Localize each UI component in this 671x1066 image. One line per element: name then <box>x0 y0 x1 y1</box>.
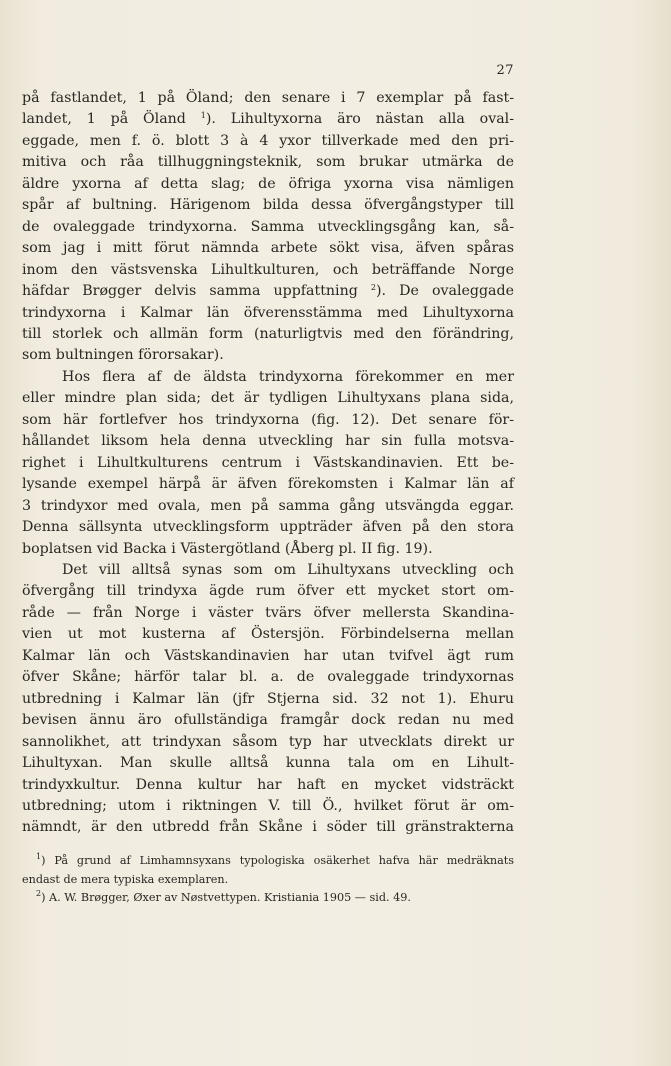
text-line: lysande exempel härpå är äfven förekomsten i Kalmar län af <box>22 476 514 493</box>
text-line: som här fortlefver hos trindyxorna (fig. 12). Det senare för- <box>22 411 514 428</box>
text-line: mitiva och råa tillhuggningsteknik, som brukar utmärka de <box>22 154 514 171</box>
page-number: 27 <box>496 63 514 78</box>
text-line: bevisen ännu äro ofullständiga framgår dock redan nu med <box>22 712 514 729</box>
text-line: boplatsen vid Backa i Västergötland (Åberg pl. II fig. 19). <box>22 540 433 557</box>
footnote-ref: 2 <box>370 283 376 293</box>
text-line: utbredning i Kalmar län (jfr Stjerna sid. 32 not 1). Ehuru <box>22 690 514 707</box>
text-line: sannolikhet, att trindyxan såsom typ har utvecklats direkt ur <box>22 733 514 750</box>
text-line: inom den västsvenska Lihultkulturen, och beträffande Norge <box>22 261 514 278</box>
text-line: som jag i mitt förut nämnda arbete sökt visa, äfven spåras <box>22 240 514 257</box>
text-line: trindyxorna i Kalmar län öfverensstämma med Lihultyxorna <box>22 304 514 321</box>
footnote: $^2$) A. W. Brøgger, Øxer av Nøstvettypen. Kristiania 1905 — sid. 49. <box>36 889 411 904</box>
text-line: eller mindre plan sida; det är tydligen Lihultyxans plana sida, <box>22 390 514 407</box>
text-line: righet i Lihultkulturens centrum i Västskandinavien. Ett be- <box>22 454 514 471</box>
text-line: spår af bultning. Härigenom bilda dessa öfvergångstyper till <box>22 197 514 214</box>
footnote-mark: 2 <box>36 889 42 898</box>
footnotes <box>22 852 514 908</box>
text-line: Hos flera af de äldsta trindyxorna förekommer en mer <box>62 368 514 385</box>
text-line: häfdar Brøgger delvis samma uppfattning $^2$). De ovaleggade <box>22 283 514 300</box>
footnote-ref: 1 <box>200 111 206 121</box>
footnote-mark: 1 <box>36 852 42 861</box>
text-line: som bultningen förorsakar). <box>22 347 224 364</box>
text-line: på fastlandet, 1 på Öland; den senare i 7 exemplar på fast- <box>22 90 514 106</box>
text-line: de ovaleggade trindyxorna. Samma utvecklingsgång kan, så- <box>22 218 514 235</box>
text-line: äldre yxorna af detta slag; de öfriga yxorna visa nämligen <box>22 175 514 192</box>
text-line: eggade, men f. ö. blott 3 à 4 yxor tillverkade med den pri- <box>22 132 514 149</box>
text-line: Kalmar län och Västskandinavien har utan tvifvel ägt rum <box>22 647 514 664</box>
text-line: råde — från Norge i väster tvärs öfver mellersta Skandina- <box>22 604 514 621</box>
text-line: Det vill alltså synas som om Lihultyxans utveckling och <box>62 561 514 578</box>
text-line: öfver Skåne; härför talar bl. a. de ovaleggade trindyxornas <box>22 669 514 686</box>
text-line: till storlek och allmän form (naturligtvis med den förändring, <box>22 325 514 342</box>
text-line: trindyxkultur. Denna kultur har haft en mycket vidsträckt <box>22 776 514 793</box>
body-text <box>22 88 514 839</box>
text-line: nämndt, är den utbredd från Skåne i söder till gränstrakterna <box>22 819 514 836</box>
text-line: 3 trindyxor med ovala, men på samma gång utsvängda eggar. <box>22 497 514 514</box>
text-line: öfvergång till trindyxa ägde rum öfver ett mycket stort om- <box>22 583 514 600</box>
text-line: vien ut mot kusterna af Östersjön. Förbindelserna mellan <box>22 626 514 643</box>
text-line: utbredning; utom i riktningen V. till Ö., hvilket förut är om- <box>22 797 514 814</box>
text-line: landet, 1 på Öland $^1$). Lihultyxorna äro nästan alla oval- <box>22 111 515 128</box>
text-line: hållandet liksom hela denna utveckling har sin fulla motsva- <box>22 433 514 450</box>
footnote: $^1$) På grund af Limhamnsyxans typologiska osäkerhet hafva här medräknats <box>36 852 514 867</box>
text-line: Lihultyxan. Man skulle alltså kunna tala om en Lihult- <box>22 755 514 772</box>
text-line: Denna sällsynta utvecklingsform uppträder äfven på den stora <box>22 519 514 536</box>
footnote: endast de mera typiska exemplaren. <box>22 872 229 886</box>
